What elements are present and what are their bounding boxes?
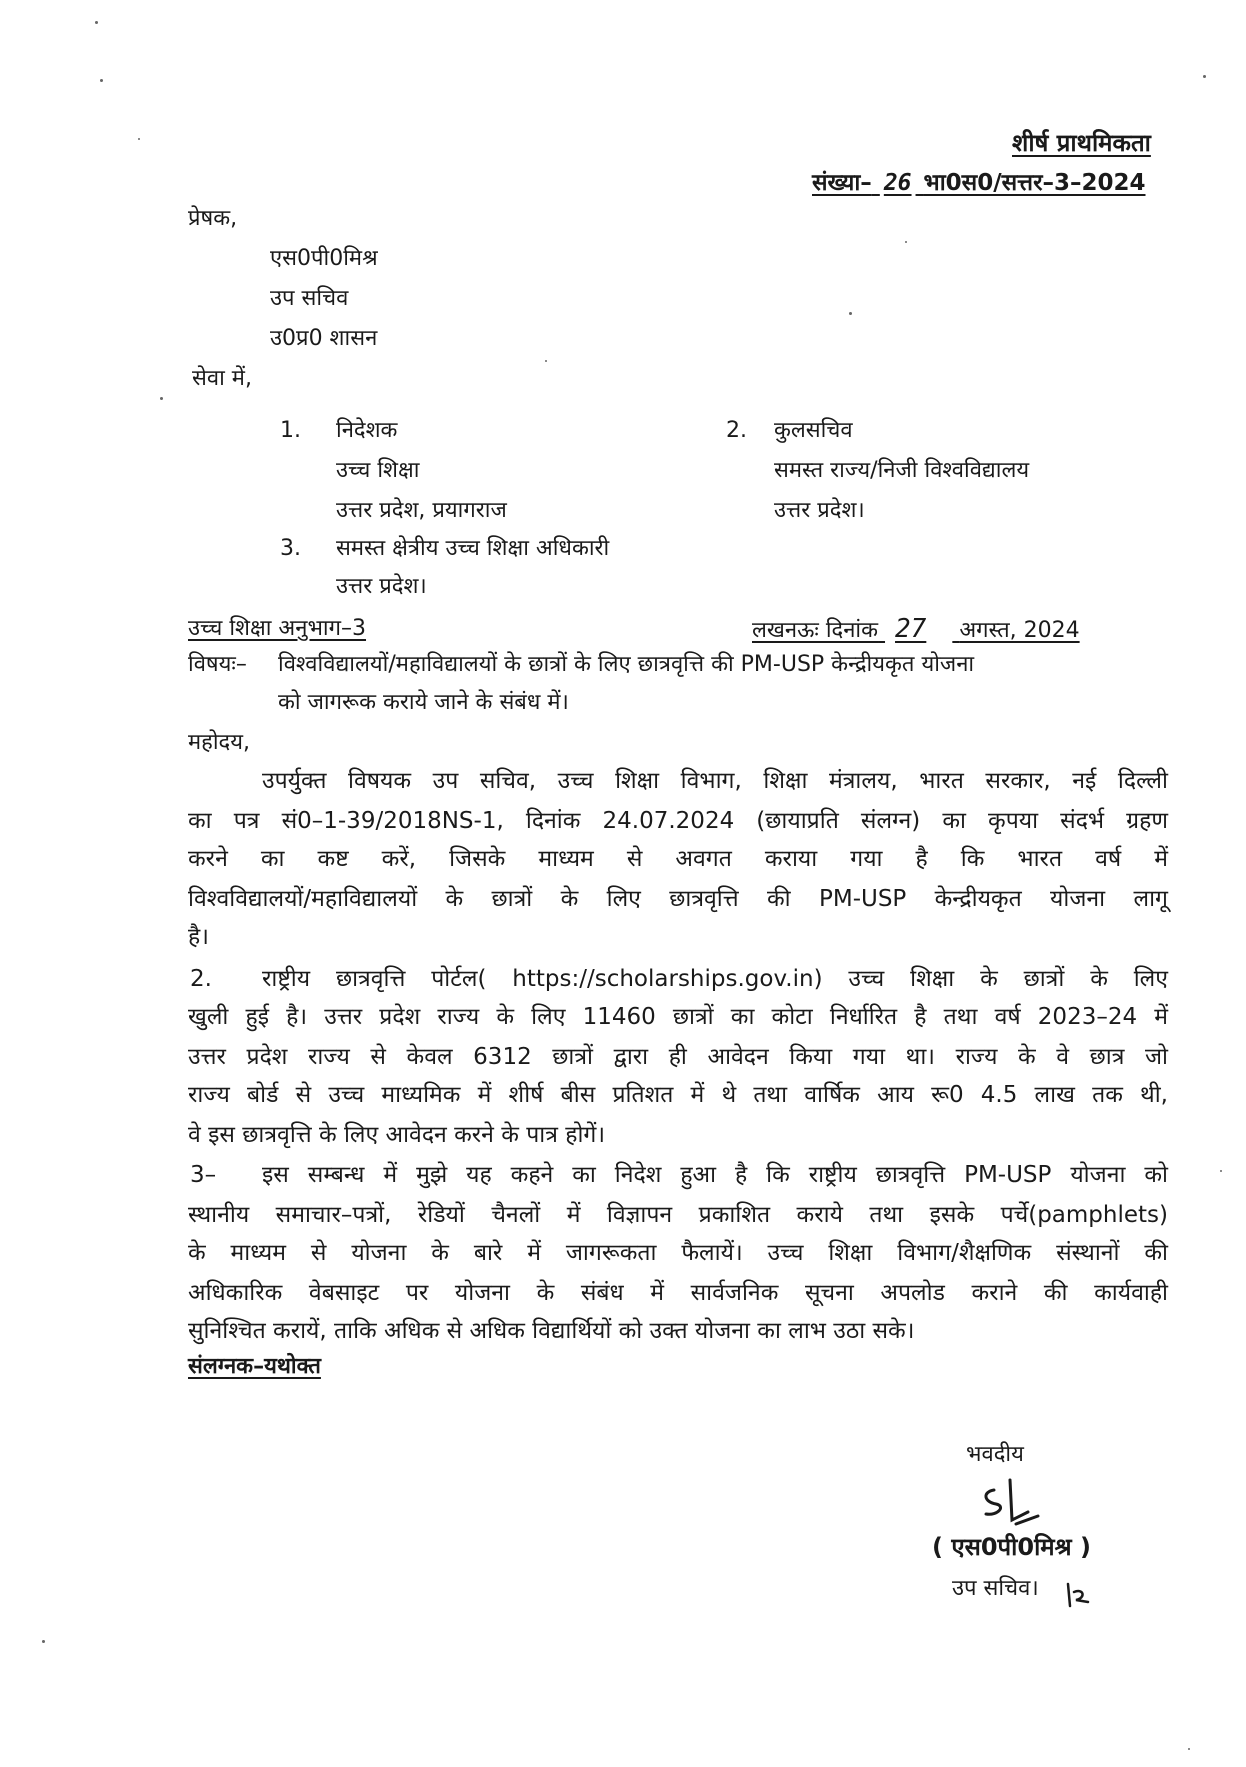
- closing-yours: भवदीय: [966, 1442, 1024, 1467]
- recipient-line: उच्च शिक्षा: [336, 458, 420, 483]
- enclosure-note: संलग्नक–यथोक्त: [188, 1354, 321, 1379]
- priority-heading: शीर्ष प्राथमिकता: [1012, 129, 1151, 157]
- paragraph-line: वे इस छात्रवृत्ति के लिए आवेदन करने के पात्र होगें।: [188, 1122, 606, 1148]
- paragraph-line: विश्वविद्यालयों/महाविद्यालयों के छात्रों के लिए छात्रवृत्ति की PM-USP केन्द्रीयकृत योजना लागू: [188, 886, 1168, 912]
- paragraph-line: है।: [188, 924, 209, 950]
- recipient-line: कुलसचिव: [774, 418, 853, 443]
- paragraph-line: राज्य बोर्ड से उच्च माध्यमिक में शीर्ष बीस प्रतिशत में थे तथा वार्षिक आय रू0 4.5 लाख तक थी,: [188, 1082, 1168, 1108]
- paragraph-line: स्थानीय समाचार–पत्रों, रेडियों चैनलों में विज्ञापन प्रकाशित कराये तथा इसके पर्चे(pamphlets): [188, 1202, 1168, 1228]
- reference-suffix: भा0स0/सत्तर–3–2024: [923, 170, 1146, 196]
- sender-name: एस0पी0मिश्र: [270, 246, 378, 271]
- recipients-label: सेवा में,: [192, 366, 252, 391]
- paragraph-number: 3–: [190, 1162, 217, 1188]
- reference-prefix: संख्या–: [812, 170, 872, 196]
- reference-number: [812, 168, 1146, 198]
- recipient-number: 3.: [280, 536, 301, 561]
- recipient-line: उत्तर प्रदेश, प्रयागराज: [336, 498, 507, 523]
- sender-office: उ0प्र0 शासन: [270, 326, 378, 351]
- paragraph-line: उपर्युक्त विषयक उप सचिव, उच्च शिक्षा विभाग, शिक्षा मंत्रालय, भारत सरकार, नई दिल्ली: [262, 768, 1168, 794]
- initial-mark-icon: [1062, 1580, 1092, 1614]
- scan-speck: [42, 1640, 45, 1643]
- paragraph-line: इस सम्बन्ध में मुझे यह कहने का निदेश हुआ है कि राष्ट्रीय छात्रवृत्ति PM-USP योजना को: [262, 1162, 1168, 1188]
- sender-designation: उप सचिव: [270, 286, 349, 311]
- scan-speck: [1188, 1748, 1190, 1750]
- recipient-line: उत्तर प्रदेश।: [774, 498, 865, 523]
- sender-label: प्रेषक,: [188, 206, 238, 231]
- recipient-number: 1.: [280, 418, 301, 443]
- paragraph-line: सुनिश्चित करायें, ताकि अधिक से अधिक विद्यार्थियों को उक्त योजना का लाभ उठा सके।: [188, 1318, 915, 1344]
- place-date-month-year: अगस्त, 2024: [959, 618, 1080, 643]
- recipient-line: समस्त राज्य/निजी विश्वविद्यालय: [774, 458, 1030, 483]
- recipient-number: 2.: [726, 418, 747, 443]
- place-date-prefix: लखनऊः दिनांक: [752, 618, 879, 643]
- paragraph-line: राष्ट्रीय छात्रवृत्ति पोर्टल( https://scholarships.gov.in) उच्च शिक्षा के छात्रों के लिए: [262, 966, 1168, 992]
- subject-line-2: को जागरूक कराये जाने के संबंध में।: [278, 690, 569, 715]
- paragraph-line: खुली हुई है। उत्तर प्रदेश राज्य के लिए 11460 छात्रों का कोटा निर्धारित है तथा वर्ष 2023–24 में: [188, 1004, 1168, 1030]
- paragraph-number: 2.: [190, 966, 212, 992]
- paragraph-line: के माध्यम से योजना के बारे में जागरूकता फैलायें। उच्च शिक्षा विभाग/शैक्षणिक संस्थानों की: [188, 1240, 1168, 1266]
- handwritten-number: 26: [883, 170, 912, 196]
- paragraph-line: उत्तर प्रदेश राज्य से केवल 6312 छात्रों द्वारा ही आवेदन किया गया था। राज्य के वे छात्र जो: [188, 1044, 1168, 1070]
- recipient-line: समस्त क्षेत्रीय उच्च शिक्षा अधिकारी: [336, 536, 610, 561]
- signatory-designation: उप सचिव।: [952, 1576, 1039, 1601]
- scan-speck: [160, 397, 163, 400]
- section-name: उच्च शिक्षा अनुभाग–3: [188, 616, 367, 641]
- recipient-line: उत्तर प्रदेश।: [336, 574, 427, 599]
- scan-speck: [545, 360, 547, 362]
- paragraph-line: का पत्र सं0–1-39/2018NS-1, दिनांक 24.07.2024 (छायाप्रति संलग्न) का कृपया संदर्भ ग्रहण: [188, 808, 1168, 834]
- scan-speck: [1220, 1170, 1222, 1172]
- signatory-name: ( एस0पी0मिश्र ): [932, 1533, 1091, 1561]
- salutation: महोदय,: [188, 730, 250, 755]
- scan-speck: [1203, 75, 1206, 78]
- handwritten-day: 27: [895, 614, 927, 644]
- scan-speck: [138, 138, 140, 140]
- scan-speck: [905, 241, 907, 243]
- signature-mark-icon: [976, 1476, 1066, 1536]
- paragraph-line: अधिकारिक वेबसाइट पर योजना के संबंध में सार्वजनिक सूचना अपलोड कराने की कार्यवाही: [188, 1280, 1168, 1306]
- subject-line-1: विश्वविद्यालयों/महाविद्यालयों के छात्रों के लिए छात्रवृत्ति की PM-USP केन्द्रीयकृत योजना: [278, 652, 975, 677]
- paragraph-line: करने का कष्ट करें, जिसके माध्यम से अवगत कराया गया है कि भारत वर्ष में: [188, 846, 1168, 872]
- subject-label: विषयः–: [188, 652, 247, 677]
- scan-speck: [95, 21, 98, 24]
- place-date: [752, 614, 1080, 646]
- scan-speck: [100, 79, 103, 82]
- scan-speck: [849, 312, 852, 315]
- recipient-line: निदेशक: [336, 418, 398, 443]
